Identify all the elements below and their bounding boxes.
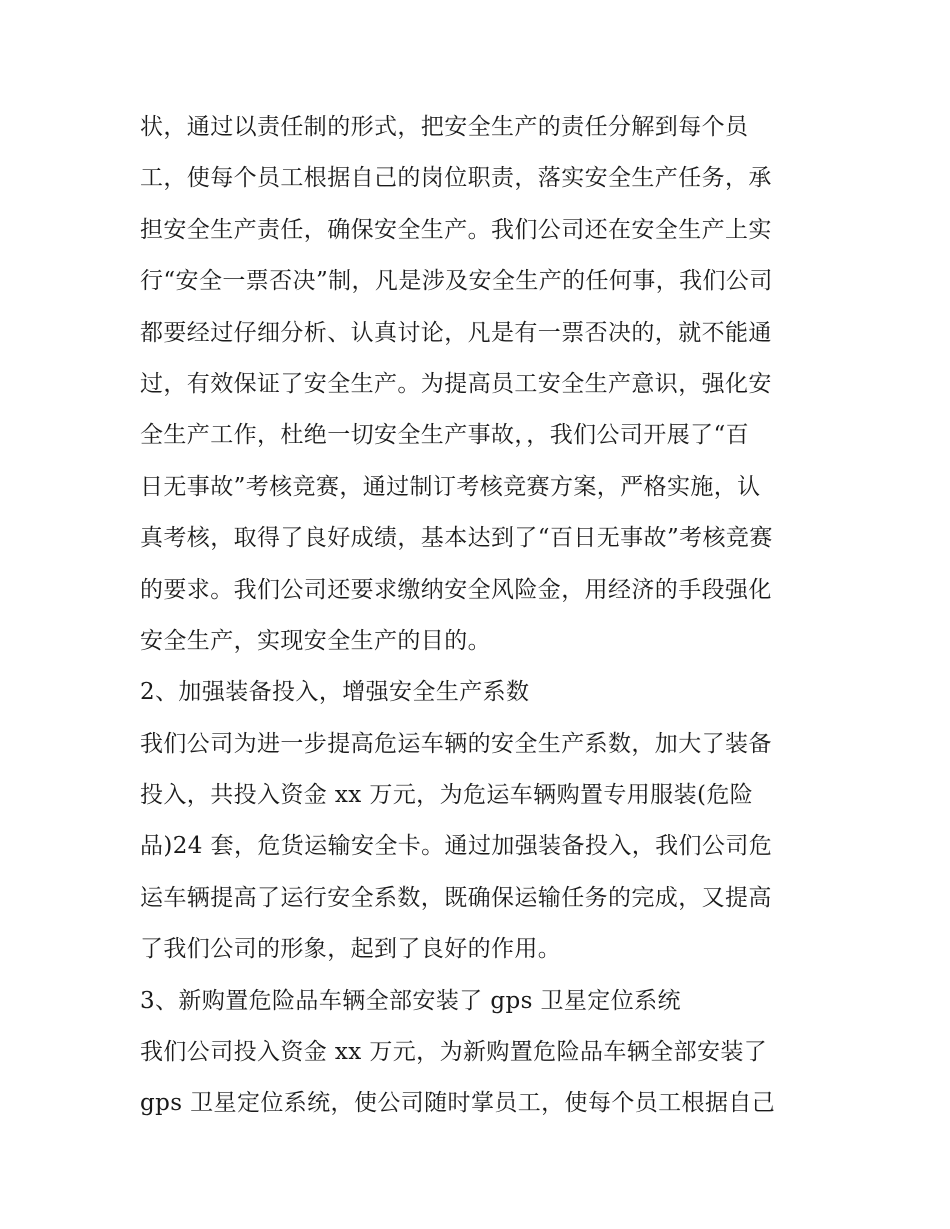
- paragraph-line: 真考核，取得了良好成绩，基本达到了“百日无事故”考核竞赛: [140, 525, 773, 552]
- paragraph-line: 日无事故”考核竞赛，通过制订考核竞赛方案，严格实施，认: [140, 473, 761, 500]
- paragraph-line: 都要经过仔细分析、认真讨论，凡是有一票否决的，就不能通: [140, 319, 772, 346]
- section-heading: 2、加强装备投入，增强安全生产系数: [140, 679, 530, 706]
- paragraph-line: 投入，共投入资金 xx 万元，为危运车辆购置专用服装(危险: [140, 782, 754, 809]
- paragraph-line: 安全生产，实现安全生产的目的。: [140, 627, 491, 654]
- paragraph-line: 品)24 套，危货运输安全卡。通过加强装备投入，我们公司危: [140, 833, 773, 860]
- paragraph-line: 过，有效保证了安全生产。为提高员工安全生产意识，强化安: [140, 370, 772, 397]
- paragraph-line: 状，通过以责任制的形式，把安全生产的责任分解到每个员: [140, 114, 749, 140]
- document-body: [140, 102, 820, 1130]
- paragraph-line: 我们公司投入资金 xx 万元，为新购置危险品车辆全部安装了: [140, 1039, 768, 1066]
- paragraph-line: 我们公司为进一步提高危运车辆的安全生产系数，加大了装备: [140, 730, 772, 757]
- paragraph-line: 工，使每个员工根据自己的岗位职责，落实安全生产任务，承: [140, 165, 772, 192]
- paragraph-line: 了我们公司的形象，起到了良好的作用。: [140, 936, 562, 963]
- paragraph-line: 担安全生产责任，确保安全生产。我们公司还在安全生产上实: [140, 216, 772, 243]
- paragraph-line: 的要求。我们公司还要求缴纳安全风险金，用经济的手段强化: [140, 576, 772, 603]
- paragraph-line: 行“安全一票否决”制，凡是涉及安全生产的任何事，我们公司: [140, 268, 773, 295]
- paragraph-line: 运车辆提高了运行安全系数，既确保运输任务的完成，又提高: [140, 884, 772, 911]
- paragraph-line: 全生产工作，杜绝一切安全生产事故，，我们公司开展了“百: [140, 422, 750, 449]
- paragraph-line: gps 卫星定位系统，使公司随时掌员工，使每个员工根据自己: [140, 1090, 776, 1117]
- section-heading: 3、新购置危险品车辆全部安装了 gps 卫星定位系统: [140, 987, 681, 1014]
